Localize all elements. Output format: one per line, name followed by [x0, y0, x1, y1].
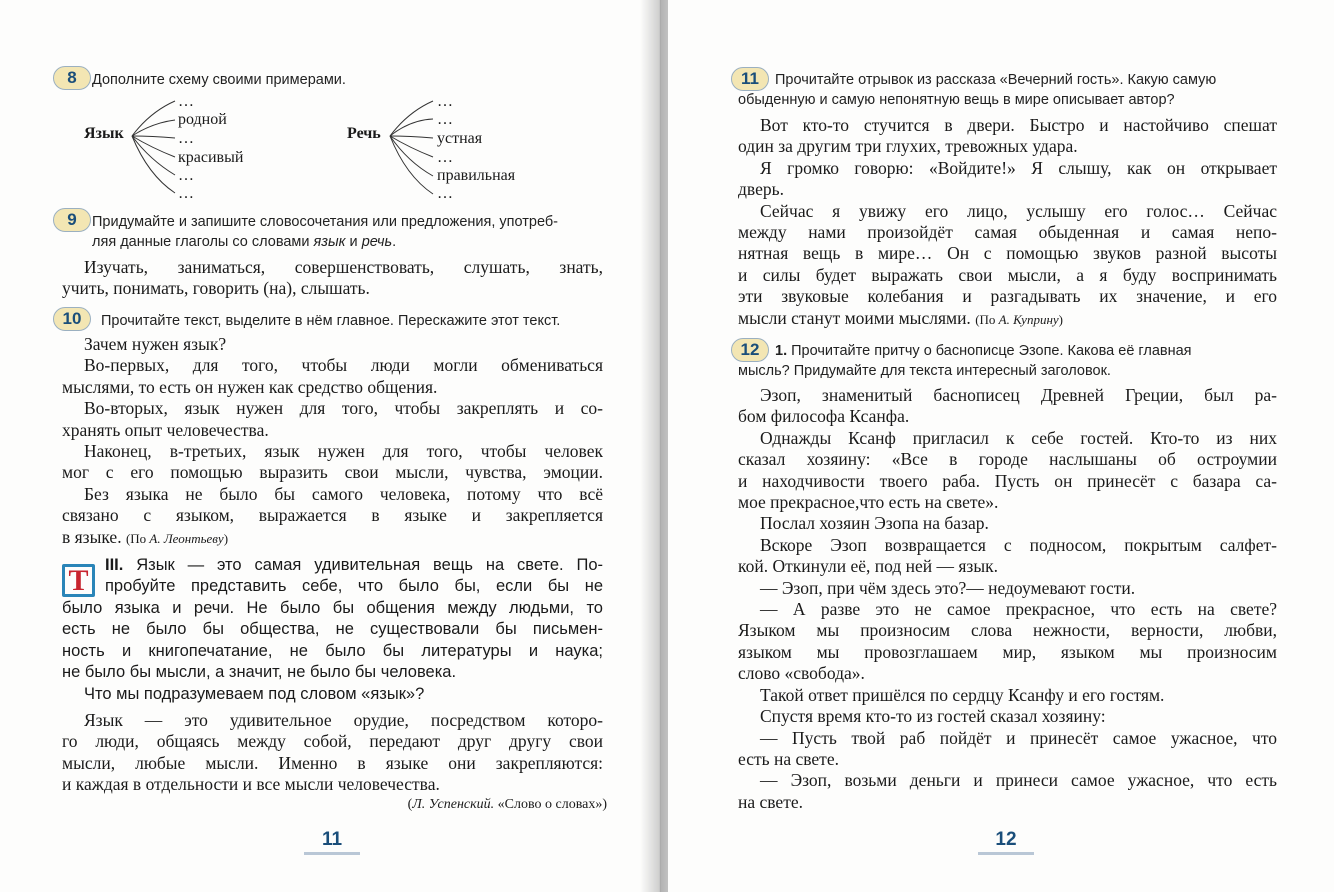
exercise-11-number: 11: [731, 67, 769, 91]
source-text: (: [407, 797, 413, 812]
text-line: мог с его помощью выразить свои мысли, чувства, эмоции.: [62, 462, 603, 483]
right-page: [668, 0, 1334, 892]
scheme-language-item: …: [178, 130, 194, 147]
source-text: (По: [975, 311, 999, 327]
exercise-11-text: [738, 115, 1277, 330]
exercise-9-number: 9: [53, 208, 91, 232]
text-line: учить, понимать, говорить (на), слышать.: [62, 278, 370, 299]
exercise-12-task: [775, 341, 1192, 361]
exercise-10-number: 10: [53, 307, 91, 331]
text-line: Наконец, в-третьих, язык нужен для того, чтобы человек: [84, 441, 603, 462]
page-number: 11: [321, 829, 343, 850]
scheme-speech-item: …: [437, 185, 453, 202]
exercise-8-task: Дополните схему своими примерами.: [92, 72, 346, 88]
text-line: сказал хозяину: «Все в городе наслышаны об остроумии: [738, 449, 1277, 470]
task-line: Придумайте и запишите словосочетания или предложения, употреб-: [92, 214, 559, 230]
exercise-10-task: Прочитайте текст, выделите в нём главное. Перескажите этот текст.: [101, 313, 561, 329]
text-line: Зачем нужен язык?: [84, 334, 227, 354]
text-line: Без языка не было бы самого человека, потому что всё: [84, 483, 603, 504]
source-text: ): [1058, 311, 1064, 327]
scheme-language-item: красивый: [178, 149, 244, 166]
text-line: кой. Откинули её, под ней — язык.: [738, 556, 998, 577]
exercise-11-task-cont: [738, 90, 1175, 110]
task-text: Прочитайте притчу о баснописце Эзопе. Какова её главная: [787, 343, 1192, 359]
text-fragment: в языке.: [62, 526, 122, 547]
scheme-language-item: …: [178, 93, 194, 110]
scheme-speech-item: устная: [437, 130, 483, 147]
text-line: не было бы мысли, а значит, не было бы человека.: [62, 663, 457, 682]
text-line: и силы будет выражать свои мысли, а я буду воспринимать: [738, 264, 1277, 285]
text-line: на свете.: [738, 791, 803, 812]
text-line: эти звуковые колебания и разгадывать их значение, и его: [738, 286, 1277, 307]
exercise-12-number: 12: [731, 338, 769, 362]
text-line: Языком мы произносим слова нежности, верности, любви,: [738, 620, 1277, 641]
source-text: (По: [125, 530, 150, 546]
scheme-speech-item: …: [437, 93, 453, 110]
text-line: пробуйте представить себе, что было бы, если бы не: [105, 577, 603, 596]
text-line: Язык — это удивительное орудие, посредством которо-: [84, 710, 603, 730]
theory-badge-letter: Т: [65, 567, 92, 594]
text-line: Сейчас я увижу его лицо, услышу его голос… Сейчас: [760, 200, 1277, 221]
exercise-11-task: [775, 70, 1216, 90]
text-line: [105, 555, 603, 576]
source-author: А. Куприну: [998, 311, 1059, 327]
text-line: один за другим три глухих, тревожных удара.: [738, 136, 1078, 157]
exercise-9-text: [62, 257, 603, 300]
task-line: Прочитайте отрывок из рассказа «Вечерний гость». Какую самую: [775, 72, 1217, 88]
scheme-language-item: …: [178, 185, 194, 202]
text-line: — Пусть твой раб пойдёт и принесёт самое ужасное, что: [760, 727, 1277, 748]
task-number: 1.: [775, 343, 788, 359]
text-line: есть не было бы общества, не существовали бы письмен-: [62, 620, 603, 639]
text-line: связано с языком, выражается в языке и закрепляется: [62, 505, 603, 526]
text-line: Спустя время кто-то из гостей сказал хозяину:: [760, 706, 1106, 727]
source-title: «Слово о словах»): [494, 797, 607, 812]
exercise-10-text: [62, 334, 603, 549]
text-line: Что мы подразумеваем под словом «язык»?: [84, 684, 425, 703]
text-line: ность и книгопечатание, не было бы литературы и наука;: [62, 641, 603, 660]
scheme-language-lines: [0, 0, 660, 220]
source-author: Л. Успенский.: [412, 797, 495, 812]
task-text: .: [392, 234, 397, 250]
text-line: Я громко говорю: «Войдите!» Я слышу, как он открывает: [760, 157, 1277, 178]
text-line: языком мы провозглашаем мир, языком мы произносим: [738, 641, 1277, 662]
task-word: язык: [313, 234, 346, 250]
text-line: и каждая в отдельности и все мысли человечества.: [62, 774, 440, 795]
text-line: [62, 527, 603, 549]
text-line: Во-первых, для того, чтобы люди могли обмениваться: [84, 355, 603, 376]
scheme-speech-head: Речь: [347, 125, 381, 142]
task-text: и: [345, 234, 362, 250]
task-word: речь: [361, 234, 393, 250]
text-line: хранять опыт человечества.: [62, 419, 269, 440]
quote-source: [408, 797, 607, 813]
text-line: Во-вторых, язык нужен для того, чтобы закреплять и со-: [84, 398, 603, 419]
task-line: обыденную и самую непонятную вещь в мире описывает автор?: [738, 92, 1175, 108]
source: [975, 312, 1063, 327]
scheme-language-item: …: [178, 167, 194, 184]
text-line: — Эзоп, возьми деньги и принеси самое ужасное, что есть: [760, 770, 1277, 791]
scheme-speech-item: …: [437, 111, 453, 128]
text-line: мое прекрасное,что есть на свете».: [738, 492, 999, 513]
text-line: было языка и речи. Не было бы общения между людьми, то: [62, 599, 603, 617]
scheme-language-item: родной: [178, 111, 227, 128]
source: [126, 531, 228, 546]
quote-text: [62, 710, 603, 796]
exercise-9-task: [92, 212, 604, 252]
task-text: ляя данные глаголы со словами: [92, 234, 314, 250]
page-number-underline: [978, 852, 1034, 855]
page-number: 12: [995, 829, 1017, 850]
left-page: [0, 0, 660, 892]
exercise-12-task-cont: [738, 361, 1111, 381]
text-line: и находчивости твоего раба. Пусть он принесёт с базара са-: [738, 470, 1277, 491]
scheme-speech-item: …: [437, 149, 453, 166]
text-line: Такой ответ пришёлся по сердцу Ксанфу и его гостям.: [760, 684, 1165, 705]
section-roman: III.: [105, 556, 124, 574]
text-line: — А разве это не самое прекрасное, что есть на свете?: [760, 599, 1277, 620]
theory-text-indented: [105, 555, 603, 598]
text-line: го люди, общаясь между собой, передают друг другу свои: [62, 731, 603, 752]
theory-badge-icon: [62, 564, 95, 597]
text-line: — Эзоп, при чём здесь это?— недоумевают гости.: [760, 577, 1136, 598]
theory-text: [62, 598, 603, 705]
text-line: Вот кто-то стучится в двери. Быстро и настойчиво спешат: [760, 115, 1277, 135]
text-line: нятная вещь в мире… Он с помощью звуков разной высоты: [738, 243, 1277, 264]
task-line: [775, 341, 1192, 361]
text-line: мыслями, то есть он нужен как средство общения.: [62, 376, 438, 397]
text-line: дверь.: [738, 179, 784, 200]
exercise-8-number: 8: [53, 66, 91, 90]
text-line: слово «свобода».: [738, 663, 865, 684]
text-line: между нами произойдёт самая обыденная и самая непо-: [738, 222, 1277, 243]
text-line: Послал хозяин Эзопа на базар.: [760, 513, 989, 534]
text-line: Вскоре Эзоп возвращается с подносом, покрытым салфет-: [760, 534, 1277, 555]
text-fragment: Язык — это самая удивительная вещь на свете. По-: [136, 556, 603, 574]
text-line: Изучать, заниматься, совершенствовать, слушать, знать,: [84, 257, 603, 277]
text-line: мысли, любые мысли. Именно в языке они закрепляются:: [62, 752, 603, 773]
text-line: Однажды Ксанф пригласил к себе гостей. Кто-то из них: [760, 427, 1277, 448]
scheme-speech-item: правильная: [437, 167, 516, 184]
source-text: ): [223, 530, 229, 546]
text-line: [738, 308, 1277, 330]
text-line: есть на свете.: [738, 748, 839, 769]
scheme-language-head: Язык: [84, 125, 124, 142]
source-author: А. Леонтьеву: [149, 530, 224, 546]
exercise-12-text: [738, 385, 1277, 813]
page-number-underline: [304, 852, 360, 855]
text-line: бом философа Ксанфа.: [738, 406, 910, 427]
task-line: мысль? Придумайте для текста интересный заголовок.: [738, 363, 1111, 379]
text-fragment: мысли станут моими мыслями.: [738, 307, 971, 328]
task-line: [92, 232, 604, 252]
text-line: Эзоп, знаменитый баснописец Древней Греции, был ра-: [760, 385, 1277, 405]
